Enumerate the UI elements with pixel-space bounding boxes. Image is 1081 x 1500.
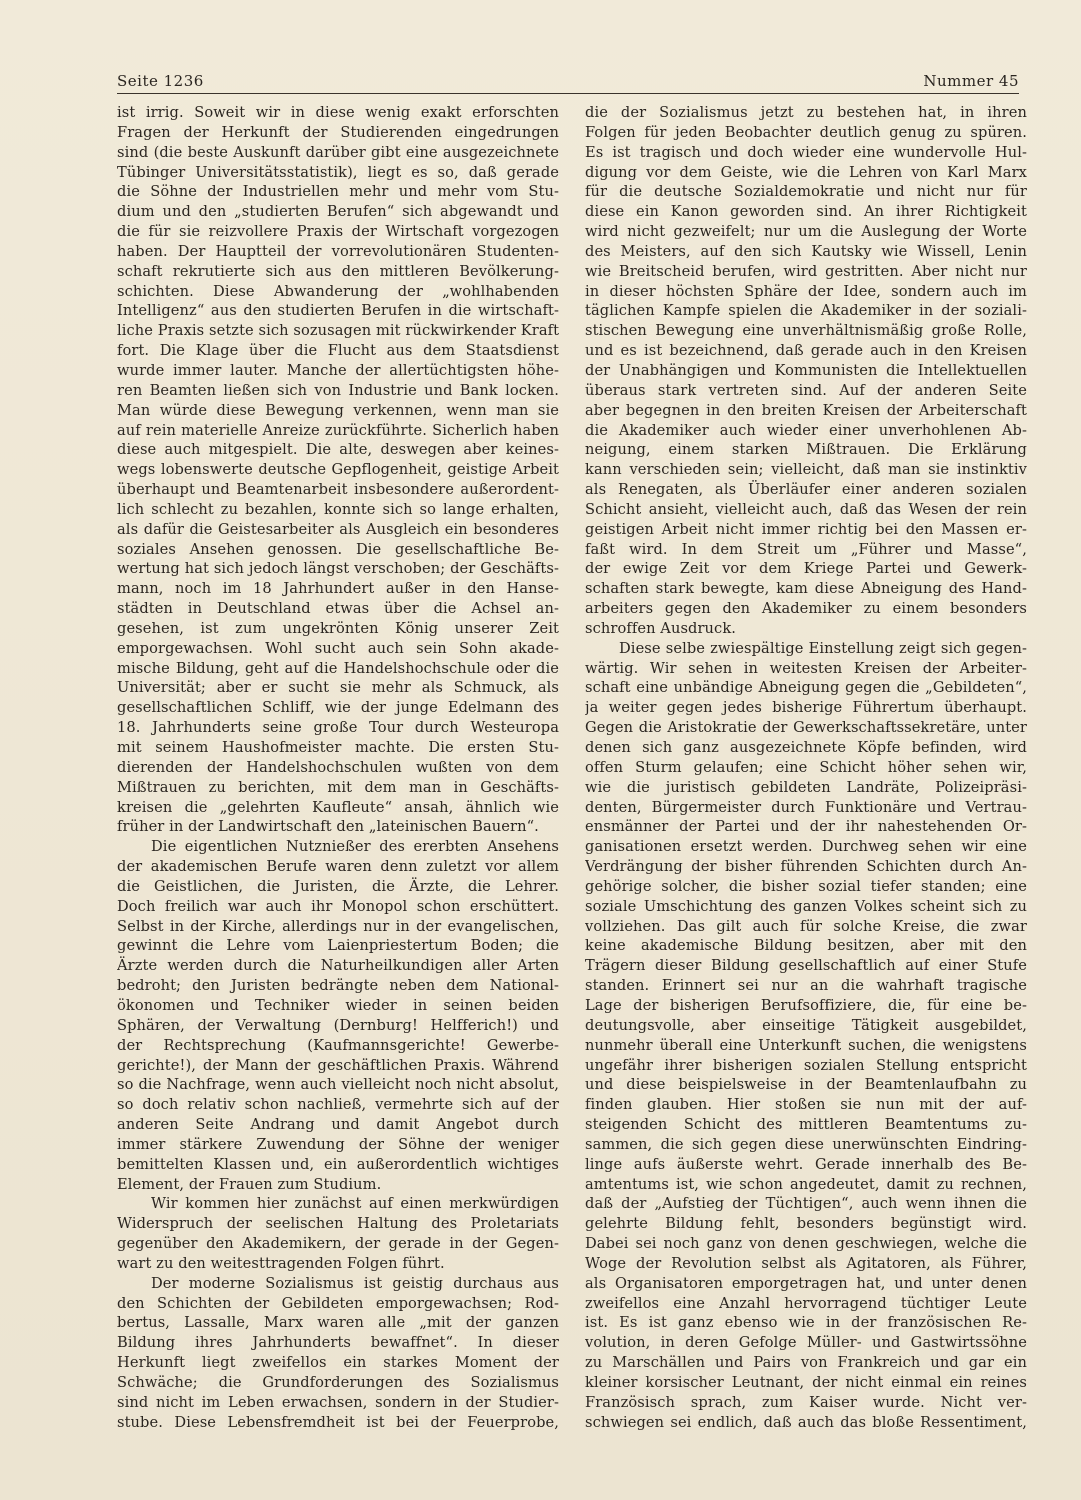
text-line: linge aufs äußerste wehrt. Gerade innerhalb des Be- bbox=[585, 1155, 1027, 1173]
header-rule bbox=[117, 93, 1019, 94]
text-line: die Akademiker auch wieder einer unverhohlenen Ab- bbox=[585, 421, 1027, 439]
text-line: schroffen Ausdruck. bbox=[585, 619, 737, 637]
text-line: vollziehen. Das gilt auch für solche Kreise, die zwar bbox=[585, 917, 1027, 935]
text-line: aber begegnen in den breiten Kreisen der Arbeiterschaft bbox=[585, 401, 1027, 419]
text-line: wie Breitscheid berufen, wird gestritten. Aber nicht nur bbox=[585, 262, 1027, 280]
text-line: dierenden der Handelshochschulen wußten von dem bbox=[117, 758, 559, 776]
text-line: schwiegen sei endlich, daß auch das bloße Ressentiment, bbox=[585, 1413, 1027, 1431]
text-line: Schicht ansieht, vielleicht auch, daß das Wesen der rein bbox=[585, 500, 1027, 518]
text-line: in dieser höchsten Sphäre der Idee, sondern auch im bbox=[585, 282, 1027, 300]
text-line: kann verschieden sein; vielleicht, daß man sie instinktiv bbox=[585, 461, 1027, 479]
text-line: Dabei sei noch ganz von denen geschwiegen, welche die bbox=[585, 1235, 1027, 1253]
text-line: Sphären, der Verwaltung (Dernburg! Helfferich!) und bbox=[117, 1016, 559, 1034]
text-line: anderen Seite Andrang und damit Angebot durch bbox=[117, 1116, 559, 1134]
text-line: städten in Deutschland etwas über die Achsel an- bbox=[117, 600, 559, 618]
text-line: wie die juristisch gebildeten Landräte, Polizeipräsi- bbox=[585, 778, 1027, 796]
text-line: als dafür die Geistesarbeiter als Ausgleich ein besonderes bbox=[117, 520, 559, 538]
text-line: geistigen Arbeit nicht immer richtig bei den Massen er- bbox=[585, 520, 1027, 538]
text-line: lich schlecht zu bezahlen, konnte sich so lange erhalten, bbox=[117, 500, 559, 518]
text-line: kleiner korsischer Leutnant, der nicht einmal ein reines bbox=[585, 1374, 1027, 1391]
text-line: als Renegaten, als Überläufer einer anderen sozialen bbox=[585, 481, 1027, 499]
text-line: digung vor dem Geiste, wie die Lehren von Karl Marx bbox=[585, 163, 1027, 181]
text-line: der ewige Zeit vor dem Kriege Partei und Gewerk- bbox=[585, 560, 1027, 578]
text-line: gesehen, ist zum ungekrönten König unserer Zeit bbox=[117, 619, 559, 637]
text-line: zu Marschällen und Pairs von Frankreich und gar ein bbox=[585, 1354, 1027, 1372]
text-line: denen sich ganz ausgezeichnete Köpfe befinden, wird bbox=[585, 739, 1027, 756]
text-line: sammen, die sich gegen diese unerwünschten Eindring- bbox=[585, 1135, 1027, 1153]
text-line: Verdrängung der bisher führenden Schichten durch An- bbox=[585, 858, 1027, 876]
text-line: standen. Erinnert sei nur an die wahrhaft tragische bbox=[585, 977, 1027, 995]
text-line: wird nicht gezweifelt; nur um die Auslegung der Worte bbox=[585, 223, 1027, 241]
text-line: soziales Ansehen genossen. Die gesellschaftliche Be- bbox=[117, 540, 559, 558]
text-line: die der Sozialismus jetzt zu bestehen hat, in ihren bbox=[585, 104, 1027, 121]
text-line: sind nicht im Leben erwachsen, sondern in der Studier- bbox=[117, 1393, 559, 1411]
text-line: der akademischen Berufe waren denn zuletzt vor allem bbox=[117, 858, 559, 876]
text-line: ganisationen ersetzt werden. Durchweg sehen wir eine bbox=[585, 838, 1027, 856]
text-line: Selbst in der Kirche, allerdings nur in der evangelischen, bbox=[117, 917, 559, 935]
text-line: schaft rekrutierte sich aus den mittleren Bevölkerung- bbox=[117, 262, 559, 280]
text-line: die Geistlichen, die Juristen, die Ärzte, die Lehrer. bbox=[117, 877, 559, 895]
text-line: wertung hat sich jedoch längst verschoben; der Geschäfts- bbox=[117, 560, 559, 578]
text-line: überaus stark vertreten sind. Auf der anderen Seite bbox=[585, 381, 1027, 399]
text-line: der Rechtsprechung (Kaufmannsgerichte! Gewerbe- bbox=[117, 1036, 559, 1054]
text-line: auf rein materielle Anreize zurückführte. Sicherlich haben bbox=[117, 421, 559, 439]
text-line: Intelligenz“ aus den studierten Berufen in die wirtschaft- bbox=[117, 302, 559, 320]
text-line: ensmänner der Partei und der ihr nahestehenden Or- bbox=[585, 818, 1027, 836]
text-line: Widerspruch der seelischen Haltung des Proletariats bbox=[117, 1215, 559, 1233]
text-line: volution, in deren Gefolge Müller- und Gastwirtssöhne bbox=[585, 1334, 1027, 1352]
text-line: des Meisters, auf den sich Kautsky wie Wissell, Lenin bbox=[585, 242, 1027, 260]
text-line: der Unabhängigen und Kommunisten die Intellektuellen bbox=[585, 361, 1027, 379]
text-line: Element, der Frauen zum Studium. bbox=[117, 1175, 382, 1193]
text-line: diese auch mitgespielt. Die alte, deswegen aber keines- bbox=[117, 441, 559, 459]
text-line: Mißtrauen zu berichten, mit dem man in Geschäfts- bbox=[117, 778, 559, 796]
text-line: gehörige solcher, die bisher sozial tiefer standen; eine bbox=[585, 877, 1027, 895]
text-line: sind (die beste Auskunft darüber gibt eine ausgezeichnete bbox=[117, 143, 559, 161]
text-line: den Schichten der Gebildeten emporgewachsen; Rod- bbox=[117, 1294, 559, 1312]
text-line: deutungsvolle, aber einseitige Tätigkeit ausgebildet, bbox=[585, 1016, 1027, 1034]
text-line: daß der „Aufstieg der Tüchtigen“, auch wenn ihnen die bbox=[585, 1195, 1027, 1213]
text-line: Ärzte werden durch die Naturheilkundigen aller Arten bbox=[117, 957, 559, 975]
text-line: emporgewachsen. Wohl sucht auch sein Sohn akade- bbox=[117, 639, 559, 657]
text-line: diese ein Kanon geworden sind. An ihrer Richtigkeit bbox=[585, 203, 1027, 221]
page-number-label: Seite 1236 bbox=[117, 72, 204, 90]
text-line: ren Beamten ließen sich von Industrie und Bank locken. bbox=[117, 381, 559, 399]
text-line: ungefähr ihrer bisherigen sozialen Stellung entspricht bbox=[585, 1056, 1027, 1074]
text-line: mit seinem Haushofmeister machte. Die ersten Stu- bbox=[117, 739, 559, 756]
text-line: Fragen der Herkunft der Studierenden eingedrungen bbox=[117, 123, 559, 141]
text-line: überhaupt und Beamtenarbeit insbesondere außerordent- bbox=[117, 481, 559, 499]
right-text-column bbox=[585, 103, 1027, 1433]
text-line: ja weiter gegen jedes bisherige Führertum überhaupt. bbox=[585, 699, 1027, 717]
text-line: stube. Diese Lebensfremdheit ist bei der Feuerprobe, bbox=[117, 1413, 559, 1431]
text-line: mann, noch im 18 Jahrhundert außer in den Hanse- bbox=[117, 580, 559, 598]
text-line: Französisch sprach, zum Kaiser wurde. Nicht ver- bbox=[585, 1393, 1027, 1411]
text-line: Herkunft liegt zweifellos ein starkes Moment der bbox=[117, 1354, 559, 1372]
text-line: die Söhne der Industriellen mehr und mehr vom Stu- bbox=[117, 183, 559, 201]
text-line: bedroht; den Juristen bedrängte neben dem National- bbox=[117, 977, 559, 995]
text-line: Gegen die Aristokratie der Gewerkschaftssekretäre, unter bbox=[585, 719, 1027, 737]
text-line: Woge der Revolution selbst als Agitatoren, als Führer, bbox=[585, 1254, 1027, 1272]
text-line: faßt wird. In dem Streit um „Führer und Masse“, bbox=[585, 540, 1027, 558]
text-line: gegenüber den Akademikern, der gerade in der Gegen- bbox=[117, 1235, 559, 1253]
text-line: früher in der Landwirtschaft den „lateinischen Bauern“. bbox=[117, 818, 539, 836]
text-line: Schwäche; die Grundforderungen des Sozialismus bbox=[117, 1374, 559, 1391]
left-text-column bbox=[117, 103, 559, 1433]
text-line: steigenden Schicht des mittleren Beamtentums zu- bbox=[585, 1116, 1027, 1134]
text-line: kreisen die „gelehrten Kaufleute“ ansah, ähnlich wie bbox=[117, 798, 559, 816]
page-header bbox=[117, 72, 1019, 94]
text-line: neigung, einem starken Mißtrauen. Die Erklärung bbox=[585, 441, 1027, 459]
text-line: offen Sturm gelaufen; eine Schicht höher sehen wir, bbox=[585, 758, 1027, 776]
text-line: täglichen Kampfe spielen die Akademiker in der soziali- bbox=[585, 302, 1027, 320]
text-line: keine akademische Bildung besitzen, aber mit den bbox=[585, 937, 1027, 955]
text-line: bertus, Lassalle, Marx waren alle „mit der ganzen bbox=[117, 1314, 559, 1332]
text-line: Doch freilich war auch ihr Monopol schon erschüttert. bbox=[117, 897, 559, 915]
text-line: und es ist bezeichnend, daß gerade auch in den Kreisen bbox=[585, 342, 1027, 360]
text-line: Folgen für jeden Beobachter deutlich genug zu spüren. bbox=[585, 123, 1027, 141]
text-line: wärtig. Wir sehen in weitesten Kreisen der Arbeiter- bbox=[585, 659, 1027, 677]
text-line: so doch relativ schon nachließ, vermehrte sich auf der bbox=[117, 1096, 559, 1114]
text-line: Lage der bisherigen Berufsoffiziere, die, für eine be- bbox=[585, 996, 1027, 1014]
text-line: arbeiters gegen den Akademiker zu einem besonders bbox=[585, 600, 1027, 618]
text-line: Die eigentlichen Nutznießer des ererbten Ansehens bbox=[151, 838, 559, 856]
text-line: Es ist tragisch und doch wieder eine wundervolle Hul- bbox=[585, 143, 1027, 161]
text-line: als Organisatoren emporgetragen hat, und unter denen bbox=[585, 1274, 1027, 1292]
text-line: für die deutsche Sozialdemokratie und nicht nur für bbox=[585, 183, 1027, 201]
text-line: gesellschaftlichen Schliff, wie der junge Edelmann des bbox=[117, 699, 559, 717]
text-line: zweifellos eine Anzahl hervorragend tüchtiger Leute bbox=[585, 1294, 1027, 1312]
text-line: wurde immer lauter. Manche der allertüchtigsten höhe- bbox=[117, 361, 559, 379]
text-line: soziale Umschichtung des ganzen Volkes scheint sich zu bbox=[585, 897, 1027, 915]
text-line: finden glauben. Hier stoßen sie nun mit der auf- bbox=[585, 1096, 1027, 1114]
text-line: die für sie reizvollere Praxis der Wirtschaft vorgezogen bbox=[117, 223, 559, 241]
text-line: Trägern dieser Bildung gesellschaftlich auf einer Stufe bbox=[585, 957, 1027, 975]
text-line: Tübinger Universitätsstatistik), liegt es so, daß gerade bbox=[117, 163, 559, 181]
text-line: schaften stark bewegte, kam diese Abneigung des Hand- bbox=[585, 580, 1027, 598]
text-line: 18. Jahrhunderts seine große Tour durch Westeuropa bbox=[117, 719, 559, 737]
text-line: schichten. Diese Abwanderung der „wohlhabenden bbox=[117, 282, 559, 300]
text-line: gelehrte Bildung fehlt, besonders begünstigt wird. bbox=[585, 1215, 1027, 1233]
text-line: Universität; aber er sucht sie mehr als Schmuck, als bbox=[117, 679, 559, 697]
text-line: ökonomen und Techniker wieder in seinen beiden bbox=[117, 996, 559, 1014]
issue-number-label: Nummer 45 bbox=[923, 72, 1019, 90]
text-line: Wir kommen hier zunächst auf einen merkwürdigen bbox=[151, 1195, 559, 1213]
text-line: Diese selbe zwiespältige Einstellung zeigt sich gegen- bbox=[619, 639, 1027, 657]
text-line: Der moderne Sozialismus ist geistig durchaus aus bbox=[151, 1274, 559, 1292]
text-line: mische Bildung, geht auf die Handelshochschule oder die bbox=[117, 659, 559, 677]
text-line: stischen Bewegung eine unverhältnismäßig große Rolle, bbox=[585, 322, 1027, 340]
text-line: wegs lobenswerte deutsche Gepflogenheit, geistige Arbeit bbox=[117, 461, 559, 479]
text-line: Man würde diese Bewegung verkennen, wenn man sie bbox=[117, 401, 559, 419]
text-line: ist irrig. Soweit wir in diese wenig exakt erforschten bbox=[117, 104, 559, 121]
text-line: gewinnt die Lehre vom Laienpriestertum Boden; die bbox=[117, 937, 559, 955]
text-line: und diese beispielsweise in der Beamtenlaufbahn zu bbox=[585, 1076, 1027, 1094]
text-line: so die Nachfrage, wenn auch vielleicht noch nicht absolut, bbox=[117, 1076, 559, 1094]
text-line: liche Praxis setzte sich sozusagen mit rückwirkender Kraft bbox=[117, 322, 559, 340]
text-line: gerichte!), der Mann der geschäftlichen Praxis. Während bbox=[117, 1056, 559, 1074]
text-line: ist. Es ist ganz ebenso wie in der französischen Re- bbox=[585, 1314, 1027, 1332]
text-line: denten, Bürgermeister durch Funktionäre und Vertrau- bbox=[585, 798, 1027, 816]
text-line: wart zu den weitesttragenden Folgen führt. bbox=[117, 1254, 445, 1272]
text-line: Bildung ihres Jahrhunderts bewaffnet“. In dieser bbox=[117, 1334, 559, 1352]
text-line: amtentums ist, wie schon angedeutet, damit zu rechnen, bbox=[585, 1175, 1027, 1193]
text-line: fort. Die Klage über die Flucht aus dem Staatsdienst bbox=[117, 342, 559, 360]
text-line: immer stärkere Zuwendung der Söhne der weniger bbox=[117, 1135, 559, 1153]
text-line: haben. Der Hauptteil der vorrevolutionären Studenten- bbox=[117, 242, 559, 260]
text-line: schaft eine unbändige Abneigung gegen die „Gebildeten“, bbox=[585, 679, 1027, 697]
text-line: nunmehr überall eine Unterkunft suchen, die wenigstens bbox=[585, 1036, 1027, 1054]
text-line: dium und den „studierten Berufen“ sich abgewandt und bbox=[117, 203, 559, 221]
text-line: bemittelten Klassen und, ein außerordentlich wichtiges bbox=[117, 1155, 559, 1173]
